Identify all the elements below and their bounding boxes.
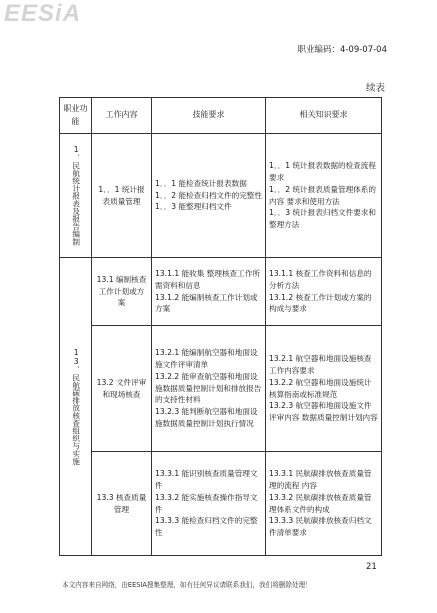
skills-cell: 1．．1 能检查统计报表数据 1．．2 能检查归档文件的完整性 1．．3 能整理归档文件 (152, 134, 266, 258)
function-cell (60, 258, 92, 556)
header-knowledge: 相关知识要求 (266, 98, 382, 134)
occupation-code: 职业编码：4-09-07-04 (297, 45, 387, 55)
content-cell: 13.2 文件评审和现场核查 (92, 326, 152, 452)
content-cell: 13.1 编制核查工作计划或方案 (92, 258, 152, 326)
skills-table (59, 97, 382, 556)
content-cell: 13.3 核查质量管理 (92, 452, 152, 556)
table-row (60, 134, 382, 258)
skills-cell: 13.1.1 能收集 整理核查工作所需资料和信息 13.1.2 能编制核查工作计划或方案 (152, 258, 266, 326)
table-row (60, 258, 382, 326)
header-content: 工作内容 (92, 98, 152, 134)
knowledge-cell: 13.3.1 民航碳排放核查质量管理的流程 内容 13.3.2 民航碳排放核查质量管理体系文件的构成 13.3.3 民航碳排放核查归档文件清单要求 (266, 452, 382, 556)
knowledge-cell: 1．．1 统计报表数据的检查流程要求 1．．2 统计报表质量管理体系的内容 要求和使用方法 1．．3 统计报表归档文件要求和整理方法 (266, 134, 382, 258)
knowledge-cell: 13.1.1 核查工作资料和信息的分析方法 13.1.2 核查工作计划或方案的构成与要求 (266, 258, 382, 326)
watermark-logo: EESiA (4, 0, 82, 27)
knowledge-cell: 13.2.1 航空器和地面设施核查工作内容要求 13.2.2 航空器和地面设施统计核算指南或标准规范 13.2.3 航空器和地面设施文件评审内容 数据质量控制计划内容 (266, 326, 382, 452)
footer-disclaimer: 本文内容来自网络，由EESIA搜集整理，如有任何异议请联系我们，我们将删除处理！ (62, 581, 312, 589)
function-label: 13．民航碳排放核查组织与实施 (71, 348, 81, 465)
page-number: 21 (366, 562, 377, 572)
table-row (60, 326, 382, 452)
table-row (60, 452, 382, 556)
function-cell (60, 134, 92, 258)
continued-label: 续表 (365, 83, 385, 94)
header-skills: 技能要求 (152, 98, 266, 134)
table-header-row (60, 98, 382, 134)
skills-cell: 13.3.1 能识别核查质量管理文件 13.3.2 能实施核查操作指导文件 13.3.3 能检查归档文件的完整性 (152, 452, 266, 556)
function-label: 1．民航统计报表及报告编制 (71, 145, 81, 246)
header-function: 职业功能 (60, 98, 92, 134)
content-cell: 1．．1 统计报表质量管理 (92, 134, 152, 258)
skills-cell: 13.2.1 能编制航空器和地面设施文件评审清单 13.2.2 能审查航空器和地面设施数据质量控制计划和排放报告的支持性材料 13.2.3 能判断航空器和地面设施数据质量控制计划执行情况 (152, 326, 266, 452)
